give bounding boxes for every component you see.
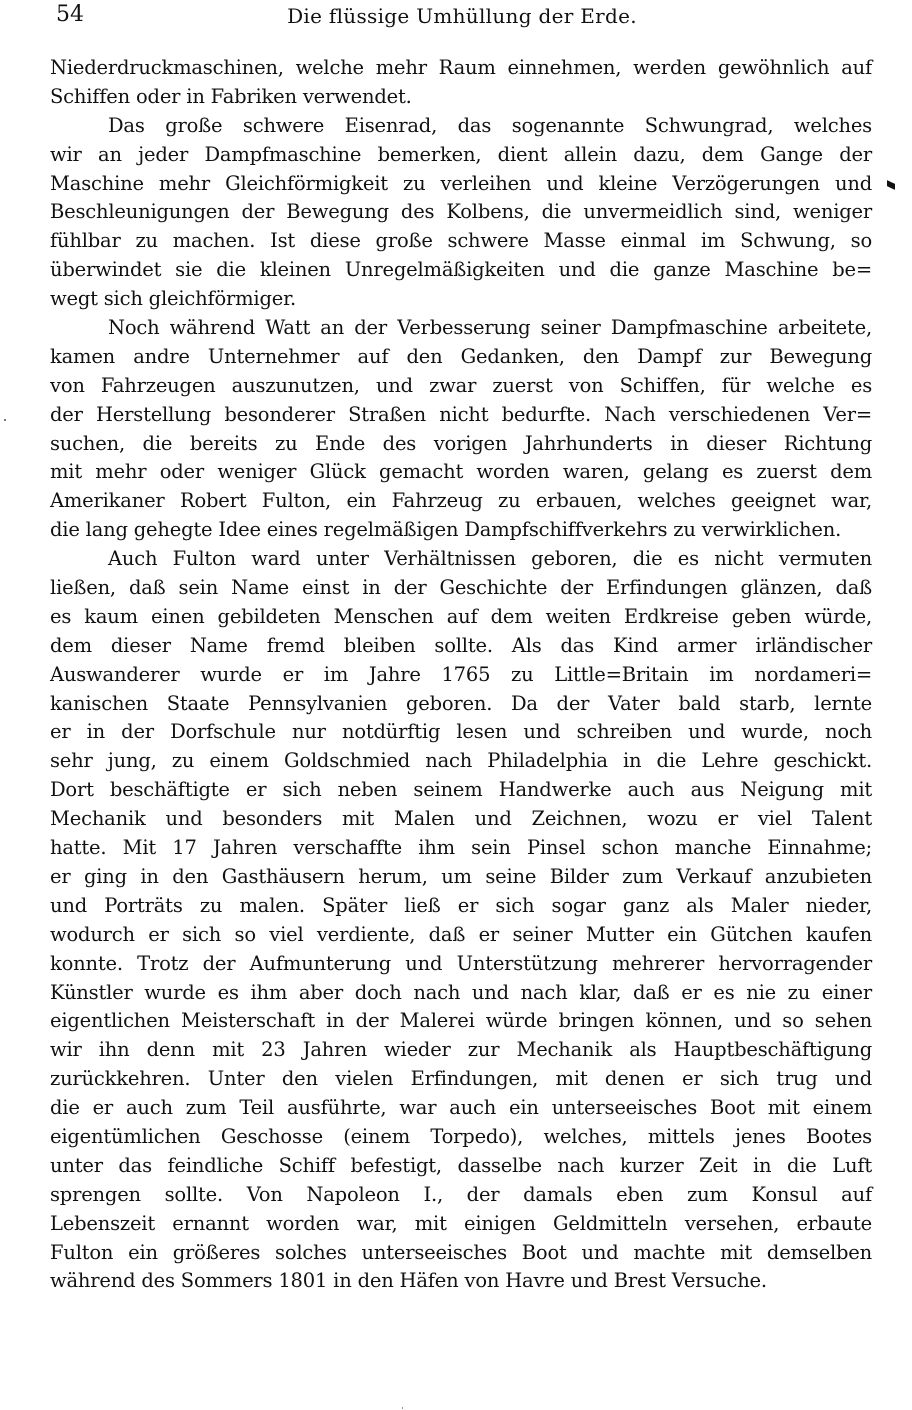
text-line: mit mehr oder weniger Glück gemacht worden waren, gelang es zuerst dem: [50, 460, 872, 484]
bottom-speck: [402, 1407, 403, 1409]
text-line: die lang gehegte Idee eines regelmäßigen Dampfschiffverkehrs zu verwirklichen.: [50, 518, 842, 542]
text-line: Noch während Watt an der Verbesserung seiner Dampfmaschine arbeitete,: [108, 316, 872, 340]
text-line: zurückkehren. Unter den vielen Erfindungen, mit denen er sich trug und: [50, 1067, 872, 1091]
text-line: Fulton ein größeres solches unterseeisches Boot und machte mit demselben: [50, 1240, 872, 1264]
page-header: [52, 2, 872, 34]
text-line: wir an jeder Dampfmaschine bemerken, dient allein dazu, dem Gange der: [50, 142, 872, 166]
text-line: wegt sich gleichförmiger.: [50, 287, 297, 311]
text-line: Dort beschäftigte er sich neben seinem Handwerke auch aus Neigung mit: [50, 778, 872, 802]
text-line: er ging in den Gasthäusern herum, um seine Bilder zum Verkauf anzubieten: [50, 864, 872, 888]
text-line: die er auch zum Teil ausführte, war auch ein unterseeisches Boot mit einem: [50, 1096, 872, 1120]
page-number: 54: [56, 2, 84, 27]
text-line: eigentlichen Meisterschaft in der Malerei würde bringen können, und so sehen: [50, 1009, 872, 1033]
text-line: Auswanderer wurde er im Jahre 1765 zu Little=Britain im nordameri=: [50, 662, 872, 686]
text-line: Auch Fulton ward unter Verhältnissen geboren, die es nicht vermuten: [108, 547, 872, 571]
text-line: wir ihn denn mit 23 Jahren wieder zur Mechanik als Hauptbeschäftigung: [50, 1038, 872, 1062]
text-line: sprengen sollte. Von Napoleon I., der damals eben zum Konsul auf: [50, 1182, 872, 1206]
text-line: von Fahrzeugen auszunutzen, und zwar zuerst von Schiffen, für welche es: [50, 373, 872, 397]
text-line: ließen, daß sein Name einst in der Geschichte der Erfindungen glänzen, daß: [50, 576, 872, 600]
paragraph: [50, 54, 872, 112]
text-line: Künstler wurde es ihm aber doch nach und nach klar, daß er es nie zu einer: [50, 980, 872, 1004]
text-line: Lebenszeit ernannt worden war, mit einigen Geldmitteln versehen, erbaute: [50, 1211, 872, 1235]
text-line: und Porträts zu malen. Später ließ er sich sogar ganz als Maler nieder,: [50, 893, 872, 917]
text-line: sehr jung, zu einem Goldschmied nach Philadelphia in die Lehre geschickt.: [50, 749, 872, 773]
text-line: hatte. Mit 17 Jahren verschaffte ihm sein Pinsel schon manche Einnahme;: [50, 836, 872, 860]
text-line: wodurch er sich so viel verdiente, daß er seiner Mutter ein Gütchen kaufen: [50, 922, 872, 946]
running-title: Die flüssige Umhüllung der Erde.: [287, 4, 637, 28]
text-line: während des Sommers 1801 in den Häfen von Havre und Brest Versuche.: [50, 1269, 767, 1293]
paragraph: [50, 545, 872, 1296]
text-line: fühlbar zu machen. Ist diese große schwere Masse einmal im Schwung, so: [50, 229, 872, 253]
text-line: unter das feindliche Schiff befestigt, dasselbe nach kurzer Zeit in die Luft: [50, 1153, 872, 1177]
text-line: es kaum einen gebildeten Menschen auf dem weiten Erdkreise geben würde,: [50, 604, 872, 628]
text-line: überwindet sie die kleinen Unregelmäßigkeiten und die ganze Maschine be=: [50, 258, 872, 282]
text-line: suchen, die bereits zu Ende des vorigen Jahrhunderts in dieser Richtung: [50, 431, 872, 455]
margin-mark: [887, 180, 895, 190]
text-line: Das große schwere Eisenrad, das sogenannte Schwungrad, welches: [108, 113, 872, 137]
text-line: er in der Dorfschule nur notdürftig lesen und schreiben und wurde, noch: [50, 720, 872, 744]
text-line: der Herstellung besonderer Straßen nicht bedurfte. Nach verschiedenen Ver=: [50, 402, 872, 426]
text-line: Beschleunigungen der Bewegung des Kolbens, die unvermeidlich sind, weniger: [50, 200, 872, 224]
text-line: dem dieser Name fremd bleiben sollte. Als das Kind armer irländischer: [50, 633, 872, 657]
text-line: Maschine mehr Gleichförmigkeit zu verleihen und kleine Verzögerungen und: [50, 171, 872, 195]
text-line: kanischen Staate Pennsylvanien geboren. Da der Vater bald starb, lernte: [50, 691, 872, 715]
margin-speck: [4, 419, 6, 421]
paragraph: [50, 112, 872, 314]
text-line: kamen andre Unternehmer auf den Gedanken, den Dampf zur Bewegung: [50, 344, 872, 368]
paragraph: [50, 314, 872, 545]
text-line: Schiffen oder in Fabriken verwendet.: [50, 84, 412, 108]
text-line: konnte. Trotz der Aufmunterung und Unterstützung mehrerer hervorragender: [50, 951, 872, 975]
body-text: [50, 54, 872, 1296]
text-line: eigentümlichen Geschosse (einem Torpedo), welches, mittels jenes Bootes: [50, 1124, 872, 1148]
text-line: Niederdruckmaschinen, welche mehr Raum einnehmen, werden gewöhnlich auf: [50, 56, 872, 79]
text-line: Mechanik und besonders mit Malen und Zeichnen, wozu er viel Talent: [50, 807, 872, 831]
text-line: Amerikaner Robert Fulton, ein Fahrzeug zu erbauen, welches geeignet war,: [50, 489, 872, 513]
